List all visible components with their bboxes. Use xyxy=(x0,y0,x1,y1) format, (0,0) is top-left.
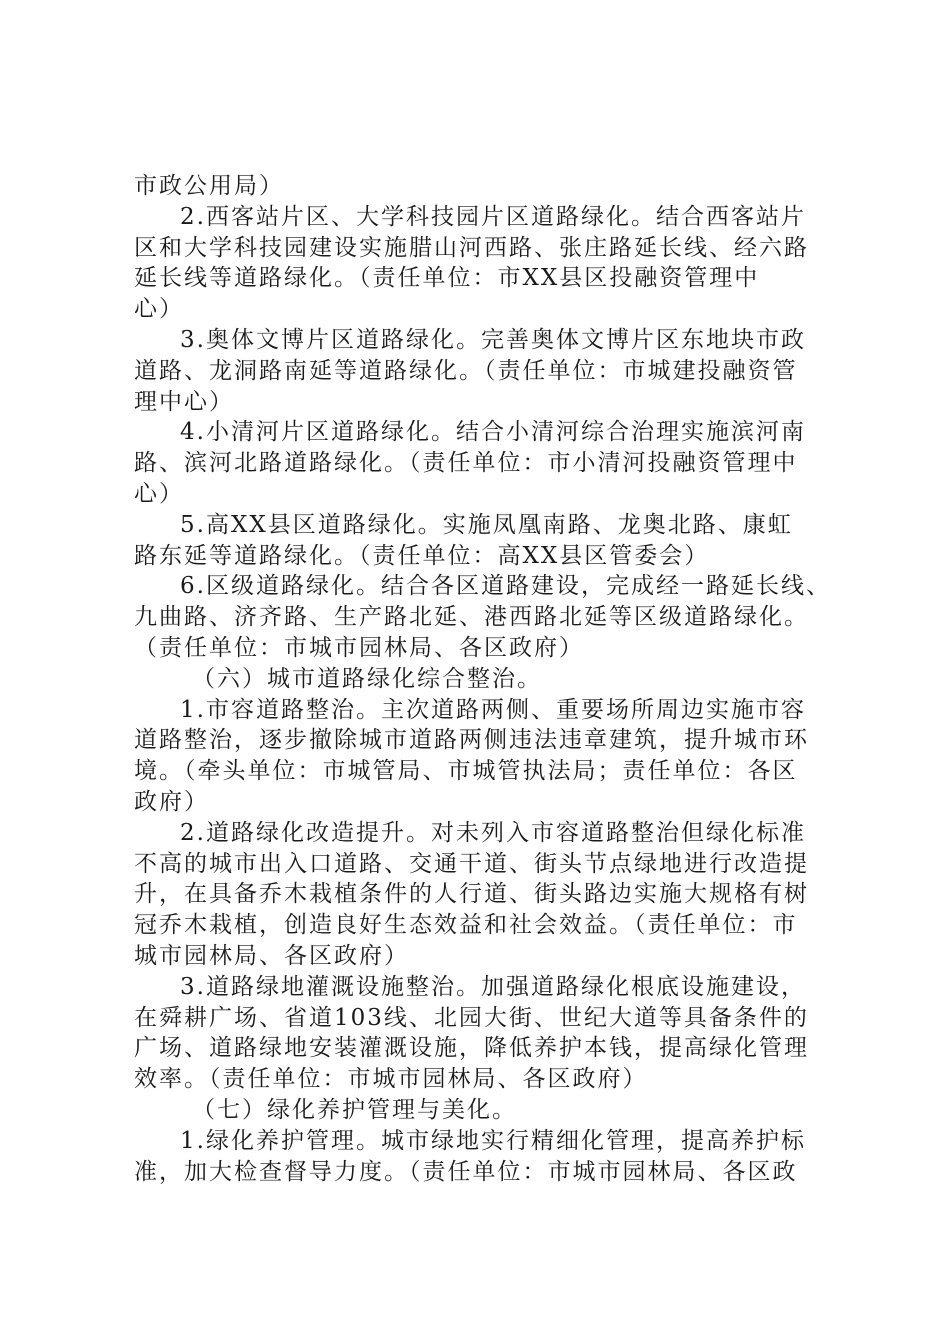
text-line: 3.道路绿地灌溉设施整治。加强道路绿化根底设施建设， xyxy=(180,973,806,1000)
text-line: 路、滨河北路道路绿化。（责任单位：市小清河投融资管理中 xyxy=(134,450,798,477)
text-line: 心） xyxy=(134,480,184,507)
text-line: 不高的城市出入口道路、交通干道、街头节点绿地进行改造提 xyxy=(134,850,809,877)
text-line: 1.绿化养护管理。城市绿地实行精细化管理，提高养护标 xyxy=(180,1127,806,1154)
text-line: 道路、龙洞路南延等道路绿化。（责任单位：市城建投融资管 xyxy=(134,357,798,384)
text-line: 准，加大检查督导力度。（责任单位：市城市园林局、各区政 xyxy=(134,1158,798,1185)
text-line: 政府） xyxy=(134,788,209,815)
text-line: 2.西客站片区、大学科技园片区道路绿化。结合西客站片 xyxy=(180,203,806,230)
document-body xyxy=(134,171,834,1187)
text-line: 冠乔木栽植，创造良好生态效益和社会效益。（责任单位：市 xyxy=(134,912,798,939)
text-line: 理中心） xyxy=(134,388,234,415)
section-heading: （六）城市道路绿化综合整治。 xyxy=(192,665,542,692)
text-line: 心） xyxy=(134,296,184,323)
text-line: （责任单位：市城市园林局、各区政府） xyxy=(134,634,584,661)
text-line: 3.奥体文博片区道路绿化。完善奥体文博片区东地块市政 xyxy=(180,326,806,353)
text-line: 1.市容道路整治。主次道路两侧、重要场所周边实施市容 xyxy=(180,696,806,723)
text-line: 在舜耕广场、省道103线、北园大街、世纪大道等具备条件的 xyxy=(134,1004,809,1031)
section-heading: （七）绿化养护管理与美化。 xyxy=(192,1096,517,1123)
text-line: 2.道路绿化改造提升。对未列入市容道路整治但绿化标准 xyxy=(180,819,806,846)
text-line: 城市园林局、各区政府） xyxy=(134,942,409,969)
text-line: 区和大学科技园建设实施腊山河西路、张庄路延长线、经六路 xyxy=(134,234,809,261)
text-line: 5.高XX县区道路绿化。实施凤凰南路、龙奥北路、康虹 xyxy=(180,511,793,538)
text-line: 6.区级道路绿化。结合各区道路建设，完成经一路延长线、 xyxy=(180,573,831,600)
text-line: 升，在具备乔木栽植条件的人行道、街头路边实施大规格有树 xyxy=(134,881,809,908)
text-line: 广场、道路绿地安装灌溉设施，降低养护本钱，提高绿化管理 xyxy=(134,1035,809,1062)
text-line: 境。（牵头单位：市城管局、市城管执法局；责任单位：各区 xyxy=(134,758,798,785)
text-line: 路东延等道路绿化。（责任单位：高XX县区管委会） xyxy=(134,542,710,569)
text-line: 市政公用局） xyxy=(134,173,284,199)
text-line: 道路整治，逐步撤除城市道路两侧违法违章建筑，提升城市环 xyxy=(134,727,809,754)
text-line: 九曲路、济齐路、生产路北延、港西路北延等区级道路绿化。 xyxy=(134,604,809,631)
text-line: 延长线等道路绿化。（责任单位：市XX县区投融资管理中 xyxy=(134,265,760,292)
text-line: 4.小清河片区道路绿化。结合小清河综合治理实施滨河南 xyxy=(180,419,806,446)
text-line: 效率。（责任单位：市城市园林局、各区政府） xyxy=(134,1066,648,1093)
